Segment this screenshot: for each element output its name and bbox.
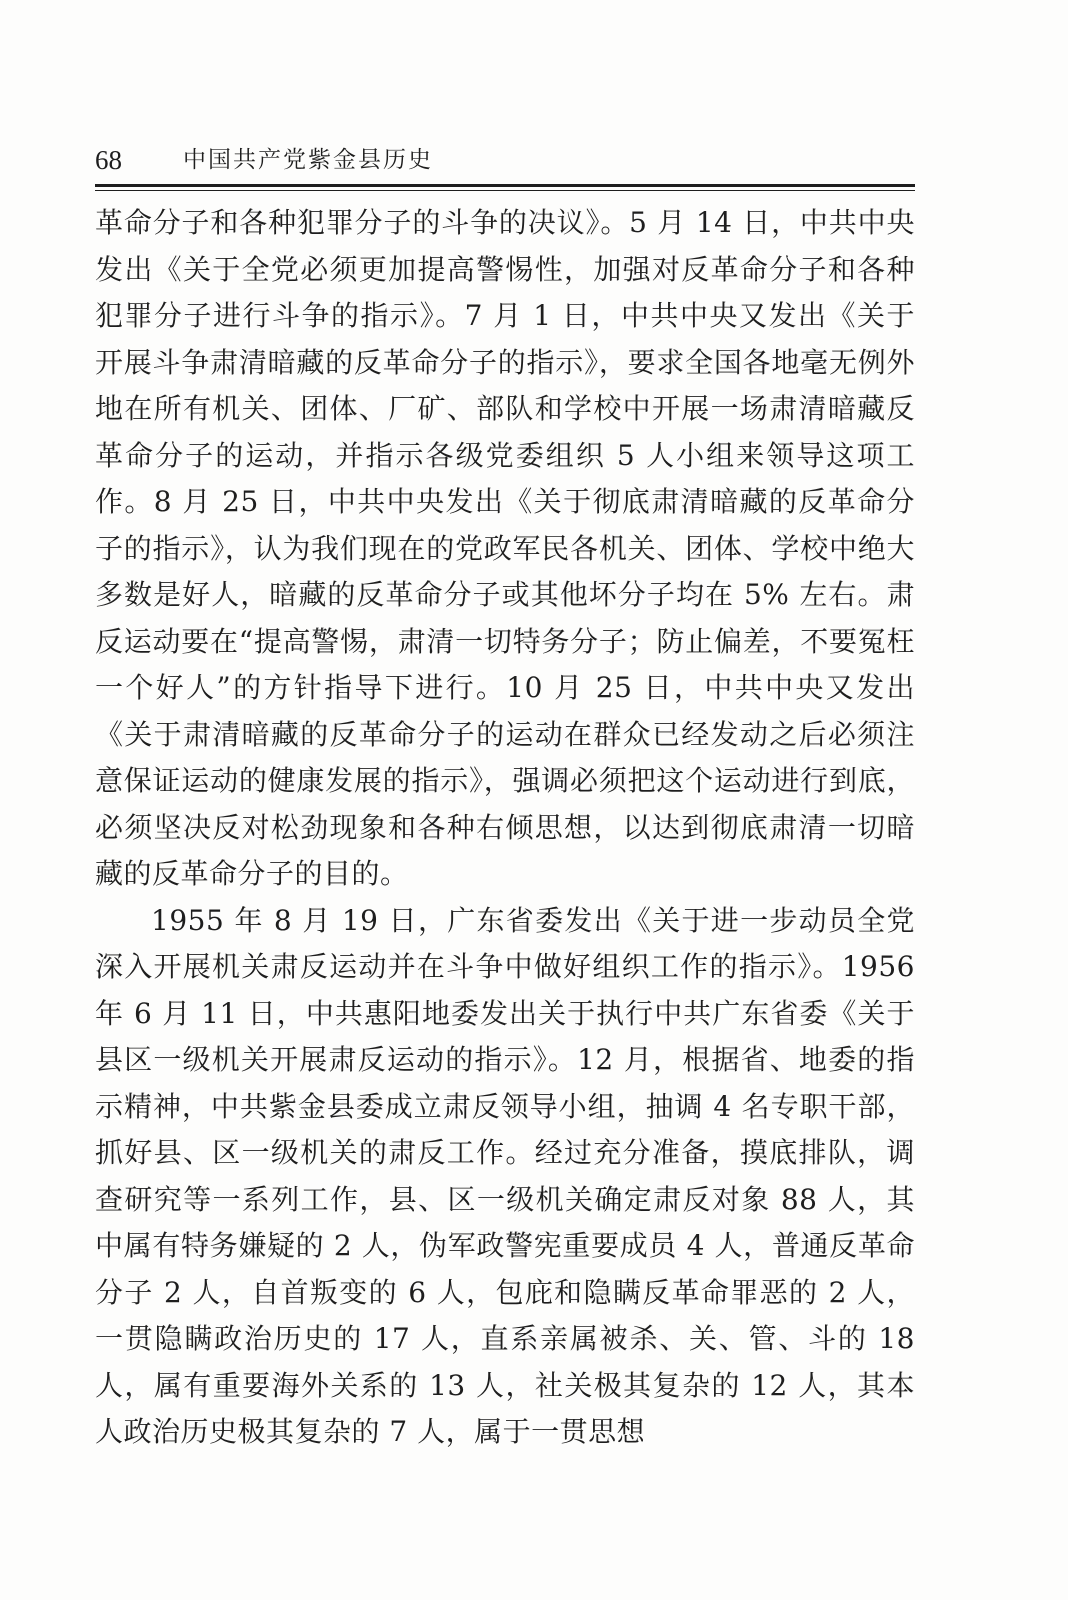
page-header [95, 140, 915, 184]
header-rule-thick [95, 184, 915, 187]
paragraph: 1955 年 8 月 19 日，广东省委发出《关于进一步动员全党深入开展机关肃反运动并在斗争中做好组织工作的指示》。1956 年 6 月 11 日，中共惠阳地委发出关于执行中共广东省委《关于县区一级机关开展肃反运动的指示》。12 月，根据省、地委的指示精神，中共紫金县委成立肃反领导小组，抽调 4 名专职干部，抓好县、区一级机关的肃反工作。经过充分准备，摸底排队，调查研究等一系列工作，县、区一级机关确定肃反对象 88 人，其中属有特务嫌疑的 2 人，伪军政警宪重要成员 4 人，普通反革命分子 2 人，自首叛变的 6 人，包庇和隐瞒反革命罪恶的 2 人，一贯隐瞒政治历史的 17 人，直系亲属被杀、关、管、斗的 18 人，属有重要海外关系的 13 人，社关极其复杂的 12 人，其本人政治历史极其复杂的 7 人，属于一贯思想 [95, 903, 915, 1448]
paragraph-continued: 革命分子和各种犯罪分子的斗争的决议》。5 月 14 日，中共中央发出《关于全党必须更加提高警惕性，加强对反革命分子和各种犯罪分子进行斗争的指示》。7 月 1 日，中共中央又发出《关于开展斗争肃清暗藏的反革命分子的指示》，要求全国各地毫无例外地在所有机关、团体、厂矿、部队和学校中开展一场肃清暗藏反革命分子的运动，并指示各级党委组织 5 人小组来领导这项工作。8 月 25 日，中共中央发出《关于彻底肃清暗藏的反革命分子的指示》，认为我们现在的党政军民各机关、团体、学校中绝大多数是好人，暗藏的反革命分子或其他坏分子均在 5% 左右。肃反运动要在“提高警惕，肃清一切特务分子；防止偏差，不要冤枉一个好人”的方针指导下进行。10 月 25 日，中共中央又发出《关于肃清暗藏的反革命分子的运动在群众已经发动之后必须注意保证运动的健康发展的指示》，强调必须把这个运动进行到底，必须坚决反对松劲现象和各种右倾思想，以达到彻底肃清一切暗藏的反革命分子的目的。 [95, 206, 915, 890]
page-number: 68 [95, 145, 122, 175]
body-text [95, 200, 915, 1456]
running-title: 中国共产党紫金县历史 [183, 147, 433, 173]
header-rule-thin [95, 190, 915, 191]
